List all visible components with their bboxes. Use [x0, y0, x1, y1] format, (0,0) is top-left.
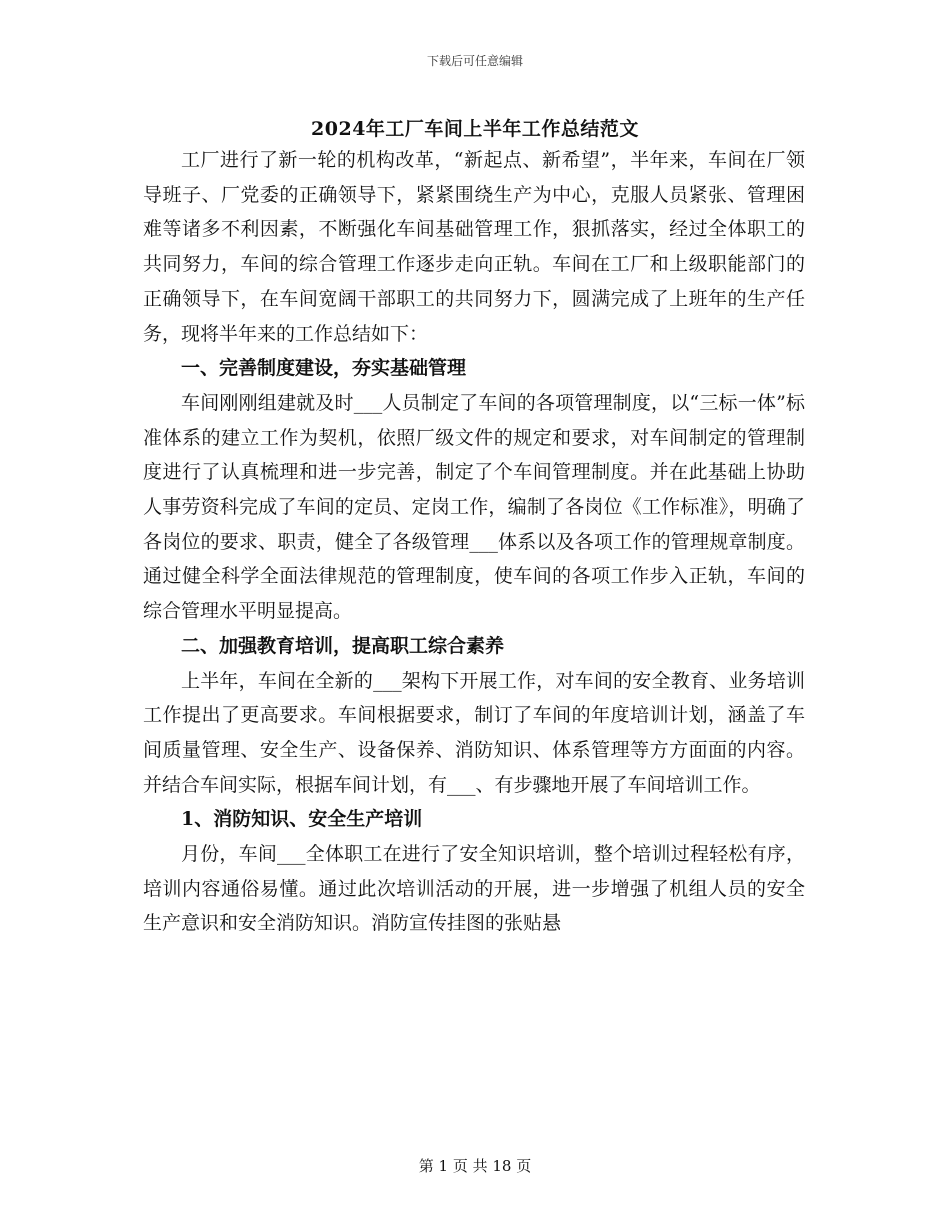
paragraph-subsection-1: 月份，车间___全体职工在进行了安全知识培训，整个培训过程轻松有序，培训内容通俗易懂。通过此次培训活动的开展，进一步增强了机组人员的安全生产意识和安全消防知识。消防宣传挂图的张贴悬 — [143, 843, 805, 935]
paragraph-section-1: 车间刚刚组建就及时___人员制定了车间的各项管理制度，以“三标一体”标准体系的建立工作为契机，依照厂级文件的规定和要求，对车间制定的管理制度进行了认真梳理和进一步完善，制定了个车间管理制度。并在此基础上协助人事劳资科完成了车间的定员、定岗工作，编制了各岗位《工作标准》，明确了各岗位的要求、职责，健全了各级管理___体系以及各项工作的管理规章制度。通过健全科学全面法律规范的管理制度，使车间的各项工作步入正轨，车间的综合管理水平明显提高。 — [143, 391, 805, 623]
page-footer: 第 1 页 共 18 页 — [418, 1157, 532, 1175]
paragraph-section-2: 上半年，车间在全新的___架构下开展工作，对车间的安全教育、业务培训工作提出了更高要求。车间根据要求，制订了车间的年度培训计划，涵盖了车间质量管理、安全生产、设备保养、消防知识、体系管理等方方面面的内容。并结合车间实际，根据车间计划，有___、有步骤地开展了车间培训工作。 — [143, 669, 805, 796]
header-note: 下载后可任意编辑 — [426, 54, 523, 68]
paragraph-intro: 工厂进行了新一轮的机构改革，“新起点、新希望”，半年来，车间在厂领导班子、厂党委的正确领导下，紧紧围绕生产为中心，克服人员紧张、管理困难等诸多不利因素，不断强化车间基础管理工作，狠抓落实，经过全体职工的共同努力，车间的综合管理工作逐步走向正轨。车间在工厂和上级职能部门的正确领导下，在车间宽阔干部职工的共同努力下，圆满完成了上班年的生产任务，现将半年来的工作总结如下： — [143, 149, 805, 345]
document-title: 2024年工厂车间上半年工作总结范文 — [311, 118, 639, 140]
section-heading-2: 二、加强教育培训，提高职工综合素养 — [181, 634, 505, 657]
section-heading-1: 一、完善制度建设，夯实基础管理 — [181, 357, 467, 380]
document-body — [143, 143, 805, 941]
subsection-heading-1: 1、消防知识、安全生产培训 — [181, 808, 423, 831]
